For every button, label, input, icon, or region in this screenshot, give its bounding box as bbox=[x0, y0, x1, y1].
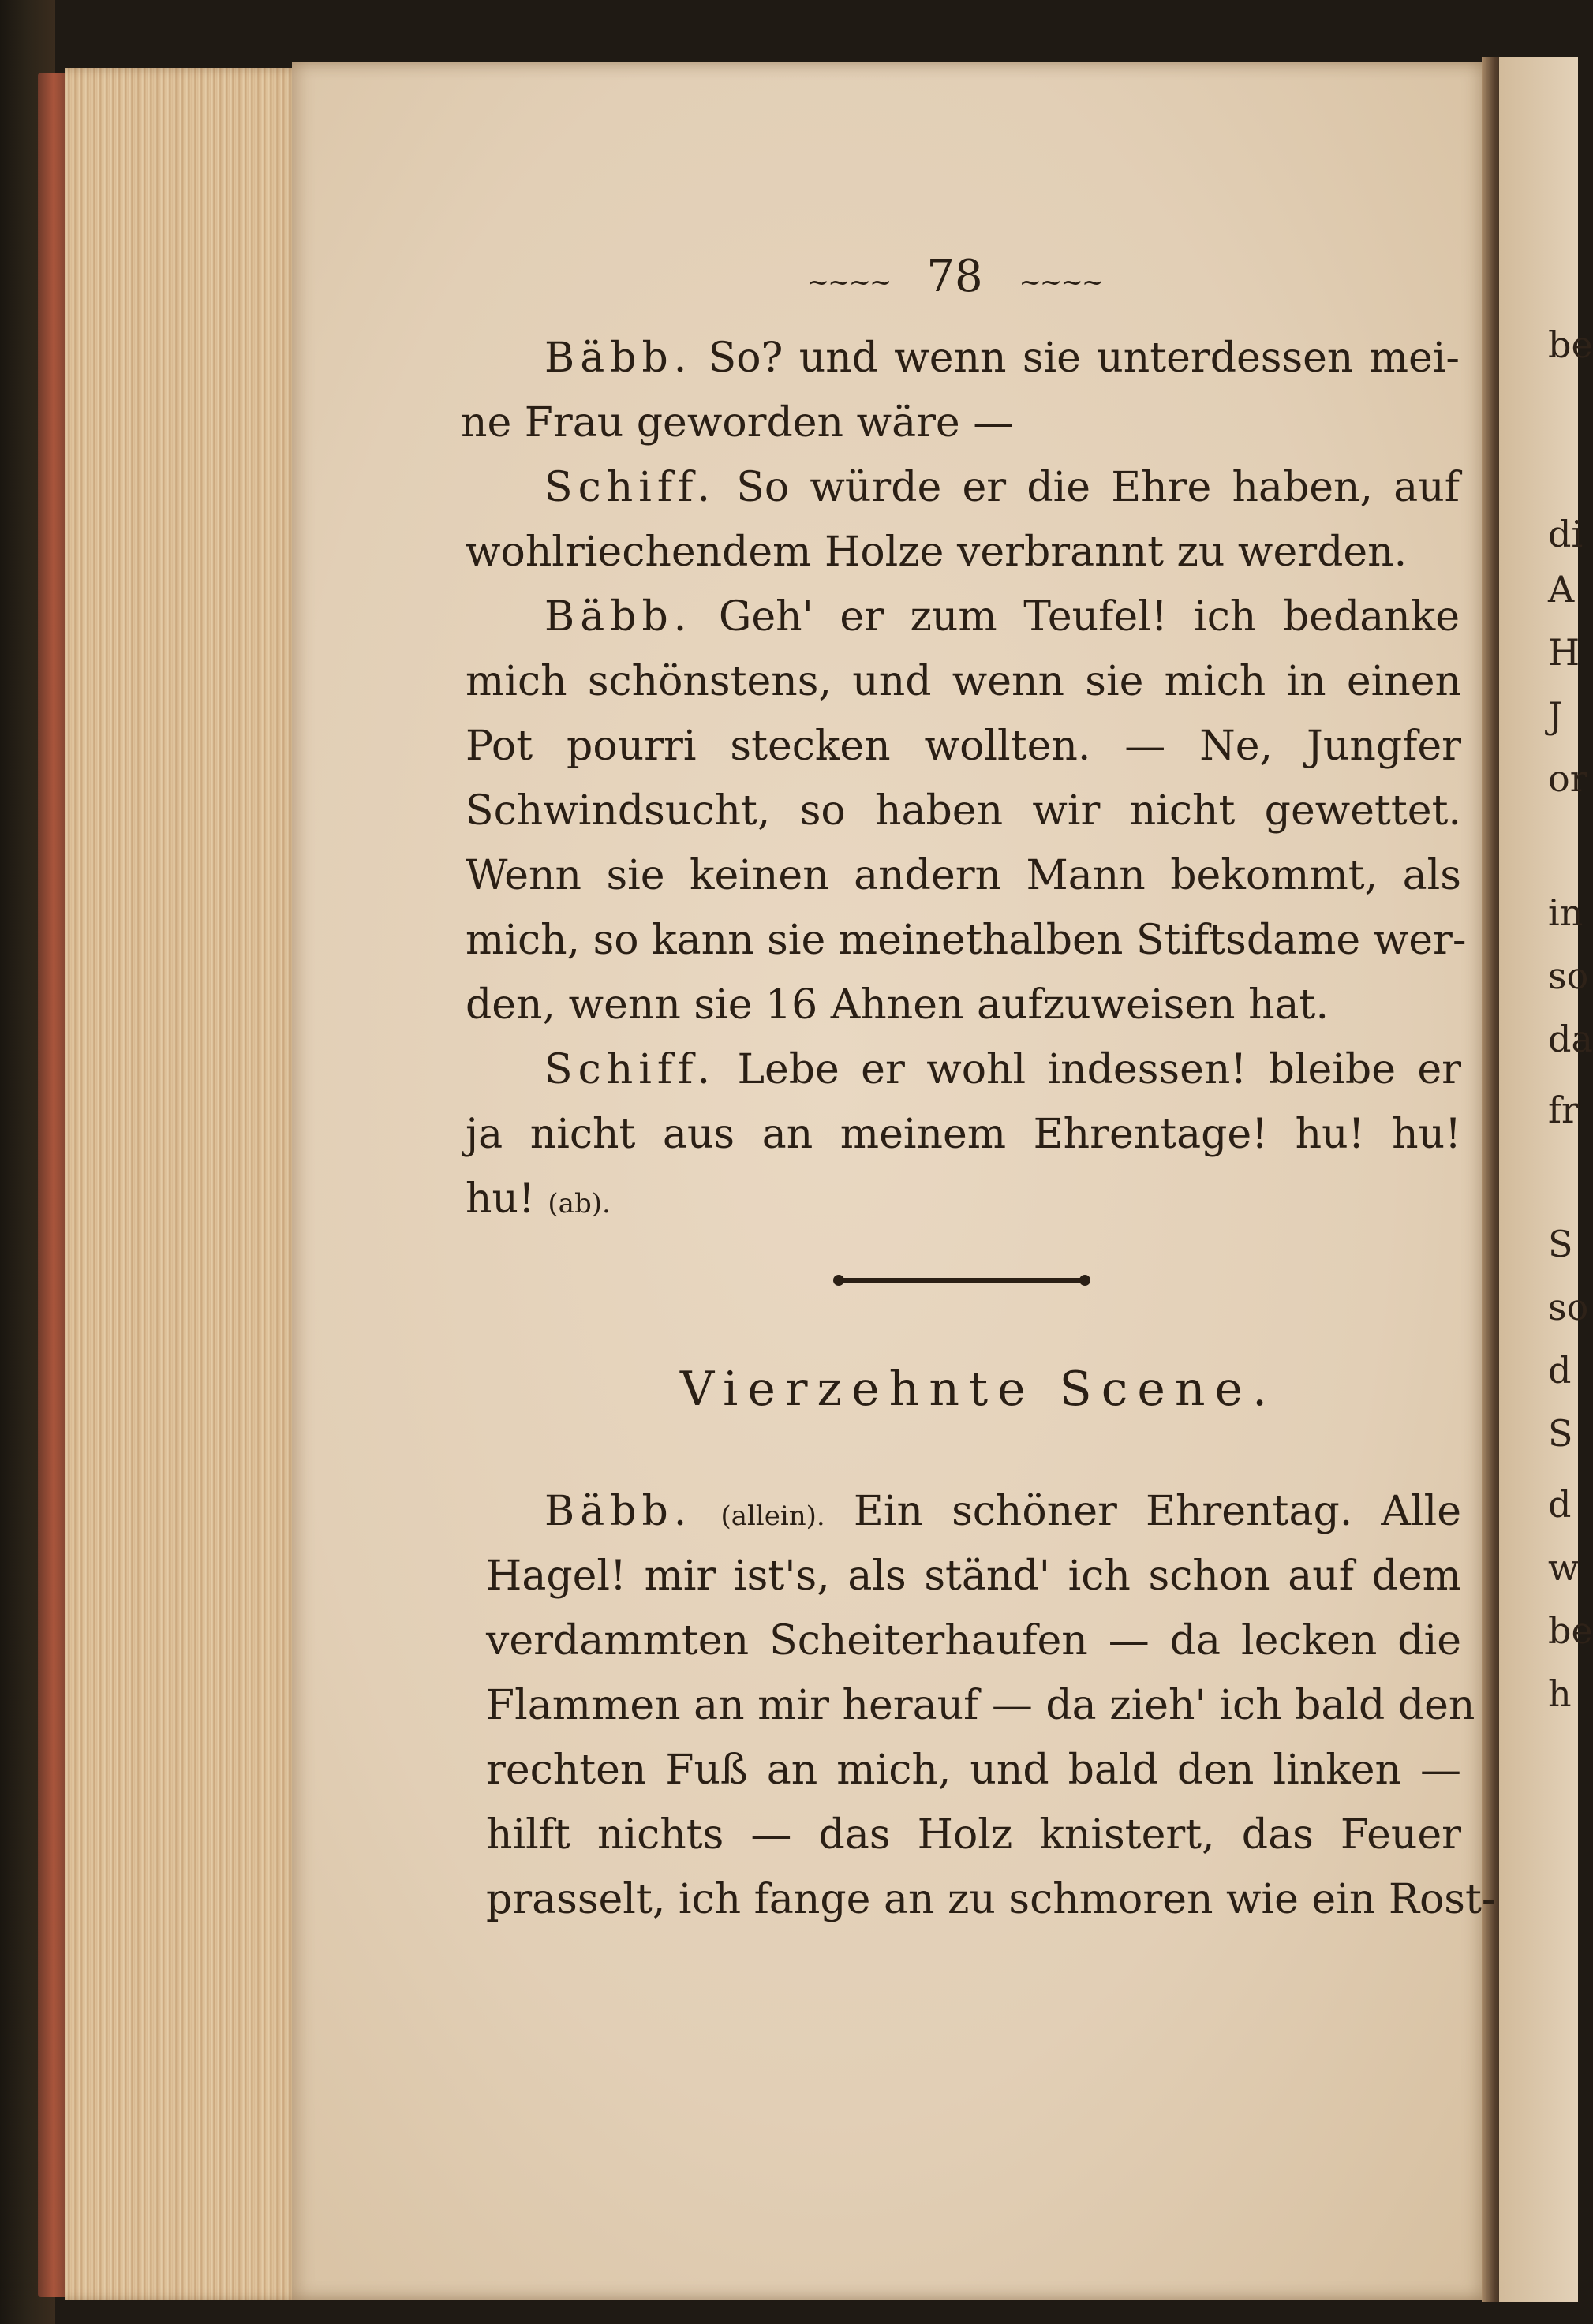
text-line: mich, so kann sie meinethalben Stiftsdame wer- bbox=[466, 917, 1467, 964]
page-number: 78 bbox=[926, 251, 983, 302]
text-line bbox=[544, 334, 1460, 382]
text-line: ne Frau geworden wäre — bbox=[461, 399, 1015, 446]
text-line: mich schönstens, und wenn sie mich in einen bbox=[466, 658, 1461, 705]
text-line: Flammen an mir herauf — da zieh' ich bald den bbox=[486, 1682, 1475, 1729]
folio-ornament-right: ~~~~ bbox=[1019, 267, 1103, 298]
speaker-name: Bäbb. bbox=[544, 593, 693, 641]
facing-page-text: or bbox=[1548, 757, 1587, 800]
text-line: Schwindsucht, so haben wir nicht gewettet. bbox=[466, 787, 1461, 835]
text-line: Pot pourri stecken wollten. — Ne, Jungfer bbox=[466, 723, 1461, 770]
facing-page-text: be bbox=[1548, 323, 1593, 366]
text-line: ja nicht aus an meinem Ehrentage! hu! hu! bbox=[466, 1111, 1461, 1158]
stage-direction: (ab). bbox=[548, 1188, 611, 1220]
scene-heading: Vierzehnte Scene. bbox=[679, 1362, 1277, 1417]
facing-page-text: A bbox=[1548, 568, 1575, 611]
dialogue-text: So würde er die Ehre haben, auf bbox=[736, 464, 1460, 511]
text-line bbox=[544, 1046, 1461, 1093]
section-divider-rule bbox=[838, 1278, 1086, 1283]
text-line: hilft nichts — das Holz knistert, das Feuer bbox=[486, 1811, 1461, 1859]
page-header bbox=[797, 251, 1112, 302]
facing-page-text: in bbox=[1548, 891, 1584, 934]
divider-end-cap bbox=[833, 1275, 844, 1286]
facing-page-text: S bbox=[1548, 1223, 1573, 1265]
dialogue-text: hu! bbox=[466, 1175, 535, 1223]
facing-page-text: H bbox=[1548, 631, 1580, 674]
stage-direction: (allein). bbox=[720, 1500, 825, 1532]
facing-page-text: d bbox=[1548, 1349, 1572, 1392]
text-line: rechten Fuß an mich, und bald den linken — bbox=[486, 1747, 1461, 1794]
dialogue-text: So? und wenn sie unterdessen mei- bbox=[708, 334, 1460, 382]
speaker-name: Bäbb. bbox=[544, 1488, 693, 1535]
text-line: den, wenn sie 16 Ahnen aufzuweisen hat. bbox=[466, 981, 1329, 1029]
facing-page-text: h bbox=[1548, 1672, 1572, 1715]
facing-page-text: fr bbox=[1548, 1089, 1580, 1131]
dialogue-text: Geh' er zum Teufel! ich bedanke bbox=[718, 593, 1460, 641]
folio-ornament-left: ~~~~ bbox=[806, 267, 891, 298]
speaker-name: Schiff. bbox=[544, 1046, 716, 1093]
facing-page-text: S bbox=[1548, 1412, 1573, 1455]
facing-page-text: so bbox=[1548, 955, 1589, 997]
text-line: verdammten Scheiterhaufen — da lecken die bbox=[486, 1617, 1461, 1665]
divider-end-cap bbox=[1079, 1275, 1090, 1286]
text-line bbox=[544, 464, 1460, 511]
facing-page-text: so bbox=[1548, 1286, 1589, 1328]
dialogue-text: Lebe er wohl indessen! bleibe er bbox=[737, 1046, 1462, 1093]
facing-page-text: be bbox=[1548, 1609, 1593, 1652]
speaker-name: Bäbb. bbox=[544, 334, 693, 382]
speaker-name: Schiff. bbox=[544, 464, 716, 511]
text-line bbox=[544, 593, 1460, 641]
facing-page-text: J bbox=[1548, 694, 1563, 737]
text-line: Hagel! mir ist's, als ständ' ich schon auf dem bbox=[486, 1552, 1461, 1600]
dialogue-text: Ein schöner Ehrentag. Alle bbox=[853, 1488, 1462, 1535]
facing-page-text: da bbox=[1548, 1018, 1593, 1060]
facing-page-text: di bbox=[1548, 513, 1584, 555]
text-line bbox=[466, 1175, 611, 1227]
text-line bbox=[544, 1488, 1461, 1540]
text-line: prasselt, ich fange an zu schmoren wie ein Rost- bbox=[486, 1876, 1496, 1923]
facing-page-text: d bbox=[1548, 1483, 1572, 1526]
facing-page-text: w bbox=[1548, 1546, 1580, 1589]
text-line: wohlriechendem Holze verbrannt zu werden. bbox=[466, 529, 1408, 576]
text-line: Wenn sie keinen andern Mann bekommt, als bbox=[466, 852, 1461, 899]
